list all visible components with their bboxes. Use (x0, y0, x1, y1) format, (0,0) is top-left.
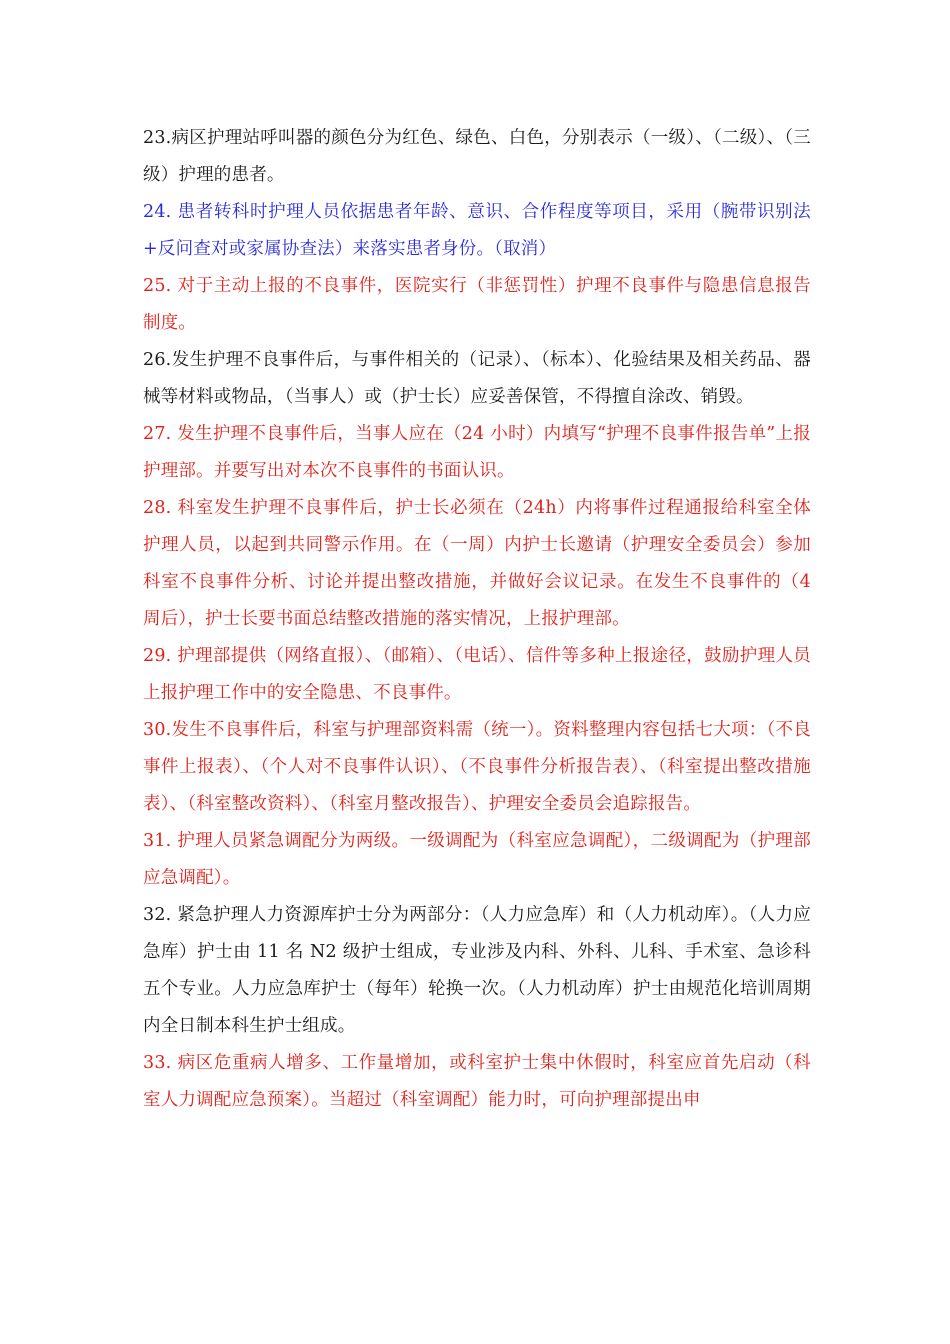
paragraph-29: 29. 护理部提供（网络直报）、（邮箱）、（电话）、信件等多种上报途径，鼓励护理人员上报护理工作中的安全隐患、不良事件。 (143, 646, 811, 703)
paragraph-25: 25. 对于主动上报的不良事件，医院实行（非惩罚性）护理不良事件与隐患信息报告制度。 (143, 276, 811, 333)
paragraph-24: 24. 患者转科时护理人员依据患者年龄、意识、合作程度等项目，采用（腕带识别法+反问查对或家属协查法）来落实患者身份。（取消） (143, 202, 811, 259)
paragraph-30: 30.发生不良事件后，科室与护理部资料需（统一）。资料整理内容包括七大项：（不良事件上报表）、（个人对不良事件认识）、（不良事件分析报告表）、（科室提出整改措施表）、（科室整改资料）、（科室月整改报告）、护理安全委员会追踪报告。 (143, 720, 811, 814)
paragraph-31: 31. 护理人员紧急调配分为两级。一级调配为（科室应急调配），二级调配为（护理部应急调配）。 (143, 831, 811, 888)
paragraph-28: 28. 科室发生护理不良事件后，护士长必须在（24h）内将事件过程通报给科室全体护理人员，以起到共同警示作用。在（一周）内护士长邀请（护理安全委员会）参加科室不良事件分析、讨论并提出整改措施，并做好会议记录。在发生不良事件的（4 周后），护士长要书面总结整改措施的落实情况，上报护理部。 (143, 498, 811, 629)
paragraph-33: 33. 病区危重病人增多、工作量增加，或科室护士集中休假时，科室应首先启动（科室人力调配应急预案）。当超过（科室调配）能力时，可向护理部提出申 (143, 1053, 811, 1110)
paragraph-23: 23.病区护理站呼叫器的颜色分为红色、绿色、白色，分别表示（一级）、（二级）、（三级）护理的患者。 (143, 128, 811, 185)
paragraph-26: 26.发生护理不良事件后，与事件相关的（记录）、（标本）、化验结果及相关药品、器械等材料或物品，（当事人）或（护士长）应妥善保管，不得擅自涂改、销毁。 (143, 350, 811, 407)
paragraph-32: 32. 紧急护理人力资源库护士分为两部分：（人力应急库）和（人力机动库）。（人力应急库）护士由 11 名 N2 级护士组成，专业涉及内科、外科、儿科、手术室、急诊科五个专业。人力应急库护士（每年）轮换一次。（人力机动库）护士由规范化培训周期内全日制本科生护士组成。 (143, 905, 811, 1036)
document-page (143, 120, 811, 1119)
paragraph-27: 27. 发生护理不良事件后，当事人应在（24 小时）内填写“护理不良事件报告单”上报护理部。并要写出对本次不良事件的书面认识。 (143, 424, 811, 481)
